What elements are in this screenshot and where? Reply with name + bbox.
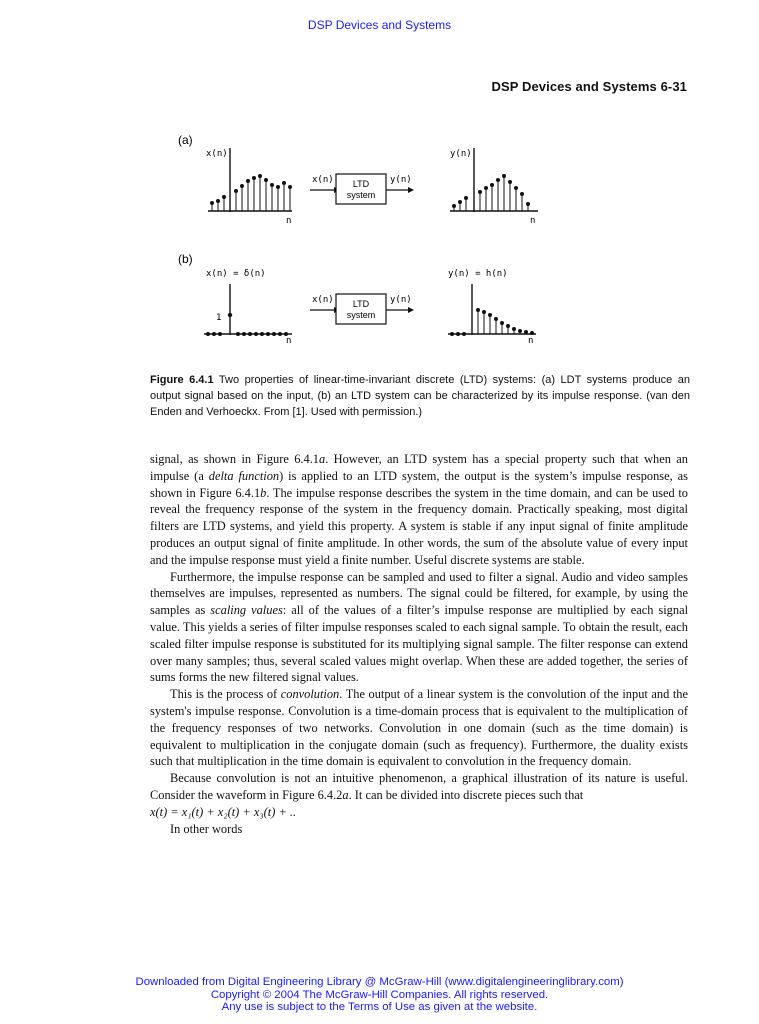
panel-a-input-label: x(n) [206,149,228,159]
output-stems [452,174,530,211]
equation [150,804,688,821]
panel-b-system-block [310,294,414,324]
p3-em: convolution [280,687,340,702]
footer-download-link[interactable]: Downloaded from Digital Engineering Library @ McGraw-Hill (www.digitalengineeringlibrary.com) [135,976,624,988]
panel-a-input-n: n [286,216,292,226]
p1-text-b: . However, an LTD system has a special property such that when an impulse (a [150,452,688,483]
p1-text-c: ) is applied to an LTD system, the output is the system’s impulse response, as shown in Figure 6.4.1 [150,468,688,500]
paragraph-1 [150,451,688,569]
p2-text-a: Furthermore, the impulse response can be sampled and used to filter a signal. Audio and video samples themselves are impulses, represented as numbers. The signal could be filtered, for example, by using the samples as [150,569,688,618]
body-text [150,451,688,837]
panel-a-box-out: y(n) [390,175,412,185]
panel-b-input-plot [204,284,292,346]
panel-b-box-out: y(n) [390,295,412,305]
paragraph-5: In other words [170,821,243,836]
footer-terms-link[interactable]: Any use is subject to the Terms of Use as given at the website. [221,1001,538,1013]
p3-text-a: This is the process of [170,687,281,702]
p1-text-a: signal, as shown in Figure 6.4.1 [150,452,319,466]
panel-a-output-plot [450,148,538,226]
p2-em: scaling values [210,603,283,618]
p1-text-d: . The impulse response describes the system in the time domain, and can be used to reveal the frequency response of the system in the frequency domain. Practically speaking, most digital filters are LTD systems, and yield this property. A system is stable if any input signal of finite amplitude produces an output signal of finite amplitude. In other words, the sum of the absolute value of every input and the impulse response must yield a finite number. Useful discrete systems are stable. [150,485,688,567]
running-head: DSP Devices and Systems 6-31 [491,79,687,94]
panel-a-box-line2: system [346,190,376,200]
paragraph-2 [150,569,688,687]
panel-b-output-label: y(n) = h(n) [448,269,508,279]
panel-b-box-line2: system [346,310,376,320]
figure-6-4-1 [150,130,690,360]
panel-b-impulse-value: 1 [216,313,222,323]
panel-a-label: (a) [178,133,193,147]
p4-text-a: Because convolution is not an intuitive phenomenon, a graphical illustration of its nature is useful. Consider the waveform in Figure 6.4.2 [150,771,688,802]
panel-b-box-line1: LTD [352,299,370,309]
panel-b-output-plot [448,284,536,346]
paragraph-3 [150,686,688,770]
panel-b-label: (b) [178,252,193,266]
panel-b-box-in: x(n) [312,295,334,305]
panel-a-box-line1: LTD [352,179,370,189]
p3-text-b: . The output of a linear system is the convolution of the input and the system's impulse response. Convolution is a time-domain process that is equivalent to the multiplication of the frequency responses of two networks. Convolution in one domain (such as the time domain) is equivalent to multiplication in the conjugate domain (such as frequency). Furthermore, the duality exists such that multiplication in the time domain is equivalent to convolution in the frequency domain. [150,687,688,769]
top-banner[interactable]: DSP Devices and Systems [307,18,452,32]
p1-fig-b: b [260,485,267,500]
input-stems [210,174,292,211]
impulse-response-stems [476,308,534,335]
panel-a-input-plot [208,148,292,226]
panel-b-output-n: n [528,336,534,346]
p4-fig-a: a [342,787,349,802]
p1-fig-a: a [318,452,326,466]
footer-copyright: Copyright © 2004 The McGraw-Hill Companies. All rights reserved. [210,988,549,1001]
equation-text: x(t) = x₁(t) + x₂(t) + x₃(t) + .. [150,804,297,819]
p1-em: delta function [208,468,280,483]
panel-b-input-n: n [286,336,292,346]
panel-a-box-in: x(n) [312,175,334,185]
figure-caption [150,372,690,420]
p4-text-b: . It can be divided into discrete pieces such that [348,787,584,802]
panel-a-output-label: y(n) [450,149,472,159]
p2-text-b: : all of the values of a filter’s impulse response are multiplied by each signal value. This yields a series of filter impulse responses scaled to each signal sample. To obtain the result, each scaled filter impulse response is substituted for its multiplying signal sample. The filter response can extend over many samples; thus, several scaled values might overlap. When these are added together, the series of sums forms the new filtered signal values. [150,603,689,685]
panel-b-input-label: x(n) = δ(n) [206,269,266,279]
panel-a-system-block [310,174,414,204]
footer [0,976,759,1014]
caption-text: Two properties of linear-time-invariant discrete (LTD) systems: (a) LDT systems produce an output signal based on the input, (b) an LTD system can be characterized by its impulse response. (van den Enden and Verhoeckx. From [1]. Used with permission.) [150,374,691,418]
paragraph-4 [150,770,688,804]
caption-label: Figure 6.4.1 [150,374,214,386]
panel-a-output-n: n [530,216,536,226]
figure-svg [150,130,690,360]
